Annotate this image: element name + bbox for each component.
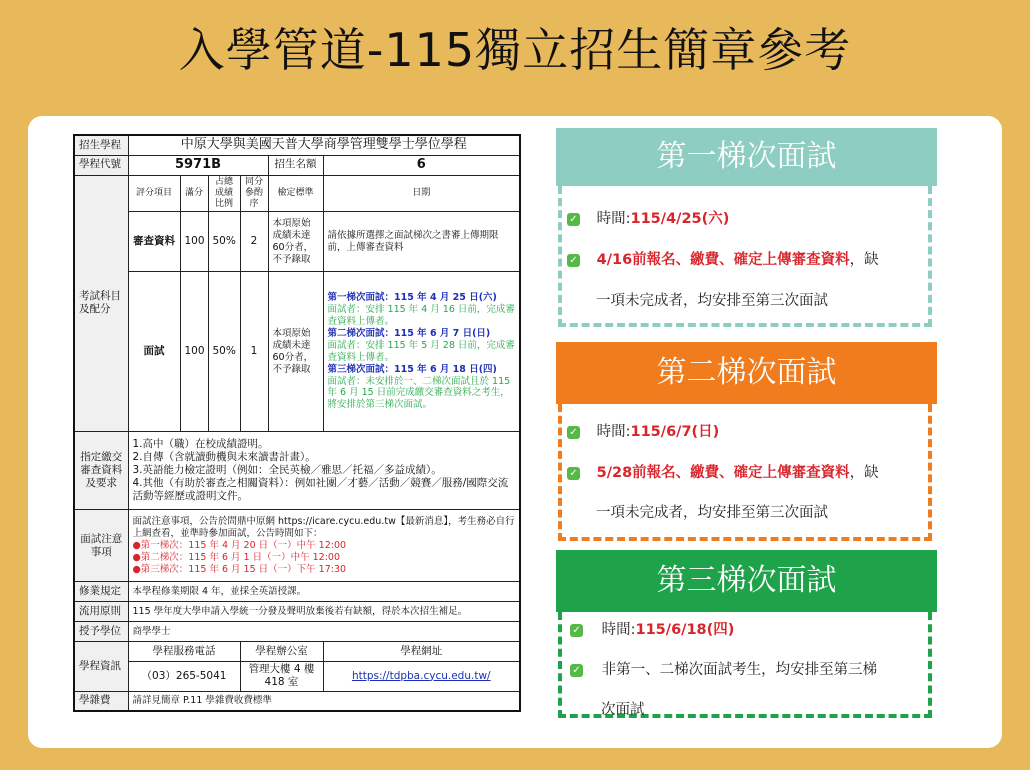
sched1-note: 面試者：安排 115 年 4 月 16 日前，完成審查資料上傳者。 xyxy=(327,304,515,328)
round2-time-label: 時間: xyxy=(596,424,631,440)
docs-item-3: 3.英語能力檢定證明（例如：全民英檢／雅思／托福／多益成績）。 xyxy=(132,464,442,477)
web-link[interactable]: https://tdpba.cycu.edu.tw/ xyxy=(323,662,520,691)
round2-req-row xyxy=(567,461,879,482)
col-full: 滿分 xyxy=(180,175,208,212)
check-icon: ✓ xyxy=(567,467,580,480)
fee-value: 請詳見簡章 P.11 學雜費收費標準 xyxy=(128,691,520,711)
interview-ratio: 50% xyxy=(208,272,240,432)
round1-req-row xyxy=(567,248,879,269)
admission-table xyxy=(73,134,521,712)
check-icon: ✓ xyxy=(570,624,583,637)
sched1-title: 第一梯次面試：115 年 4 月 25 日(六) xyxy=(327,292,497,304)
info-label: 學程資訊 xyxy=(74,642,128,691)
web-head: 學程網址 xyxy=(323,642,520,662)
notice-block xyxy=(128,510,520,582)
round3-time-label: 時間: xyxy=(601,622,636,638)
col-tie: 同分參酌序 xyxy=(240,175,268,212)
notice-item-3: ●第三梯次：115 年 6 月 15 日（一）下午 17:30 xyxy=(132,563,347,575)
exam-label: 考試科目及配分 xyxy=(74,175,128,432)
notice-text: 面試注意事項，公告於問鼎中原網 https://icare.cycu.edu.tw【最新消息】，考生務必自行上網查看，並準時參加面試，公告時間如下： xyxy=(132,516,515,539)
phone-head: 學程服務電話 xyxy=(128,642,240,662)
office-head: 學程辦公室 xyxy=(240,642,323,662)
round3-req-line1: 非第一、二梯次面試考生，均安排至第三梯 xyxy=(601,662,878,678)
interview-full: 100 xyxy=(180,272,208,432)
interview-item: 面試 xyxy=(128,272,180,432)
quota-label: 招生名額 xyxy=(268,155,323,175)
round2-req-line2: 一項未完成者，均安排至第三次面試 xyxy=(596,505,828,521)
round2-time-value: 115/6/7(日) xyxy=(630,424,720,440)
round3-req-line2: 次面試 xyxy=(601,702,645,718)
round3-header: 第三梯次面試 xyxy=(556,550,937,612)
check-icon: ✓ xyxy=(567,213,580,226)
docs-list xyxy=(128,432,520,510)
round1-req-line2: 一項未完成者，均安排至第三次面試 xyxy=(596,293,828,309)
round2-time-row xyxy=(567,420,719,441)
review-full: 100 xyxy=(180,212,208,272)
round2-req-red: 5/28前報名、繳費、確定上傳審查資料 xyxy=(596,465,850,481)
docs-item-4: 4.其他（有助於審查之相關資料）：例如社團／才藝／活動／競賽／服務/國際交流活動等經歷或證明文件。 xyxy=(132,477,509,503)
code-value: 5971B xyxy=(128,155,268,175)
notice-label: 面試注意事項 xyxy=(74,510,128,582)
round3-req-row xyxy=(570,658,877,679)
check-icon: ✓ xyxy=(570,664,583,677)
round1-req-red: 4/16前報名、繳費、確定上傳審查資料 xyxy=(596,252,850,268)
phone-value: （03）265-5041 xyxy=(128,662,240,691)
sched2-note: 面試者：安排 115 年 5 月 28 日前，完成審查資料上傳者。 xyxy=(327,339,515,363)
review-date: 請依據所選擇之面試梯次之書審上傳期限前，上傳審查資料 xyxy=(323,212,520,272)
review-tie: 2 xyxy=(240,212,268,272)
check-icon: ✓ xyxy=(567,426,580,439)
round1-header: 第一梯次面試 xyxy=(556,128,937,186)
col-date: 日期 xyxy=(323,175,520,212)
study-value: 本學程修業期限 4 年，並採全英語授課。 xyxy=(128,582,520,602)
check-icon: ✓ xyxy=(567,254,580,267)
school-value: 中原大學與美國天普大學商學管理雙學士學位學程 xyxy=(128,135,520,155)
round1-time-value: 115/4/25(六) xyxy=(630,211,730,227)
round2-req-tail: ，缺 xyxy=(849,465,879,481)
notice-item-1: ●第一梯次：115 年 4 月 20 日（一）中午 12:00 xyxy=(132,539,347,551)
study-label: 修業規定 xyxy=(74,582,128,602)
office-value: 管理大樓 4 樓 418 室 xyxy=(240,662,323,691)
col-ratio: 占總成績比例 xyxy=(208,175,240,212)
notice-item-2: ●第二梯次：115 年 6 月 1 日（一）中午 12:00 xyxy=(132,551,341,563)
school-label: 招生學程 xyxy=(74,135,128,155)
round1-time-label: 時間: xyxy=(596,211,631,227)
review-item: 審查資料 xyxy=(128,212,180,272)
degree-value: 商學學士 xyxy=(128,622,520,642)
round1-req-tail: ，缺 xyxy=(849,252,879,268)
fee-label: 學雜費 xyxy=(74,691,128,711)
quota-value: 6 xyxy=(323,155,520,175)
interview-schedule xyxy=(323,272,520,432)
review-standard: 本項原始成績未達60分者，不予錄取 xyxy=(268,212,323,272)
flow-label: 流用原則 xyxy=(74,602,128,622)
interview-tie: 1 xyxy=(240,272,268,432)
interview-standard: 本項原始成績未達60分者，不予錄取 xyxy=(268,272,323,432)
docs-item-1: 1.高中（職）在校成績證明。 xyxy=(132,437,269,450)
slide-title: 入學管道-115獨立招生簡章參考 xyxy=(178,23,852,77)
degree-label: 授予學位 xyxy=(74,622,128,642)
col-standard: 檢定標準 xyxy=(268,175,323,212)
round3-time-value: 115/6/18(四) xyxy=(635,622,735,638)
round1-time-row xyxy=(567,207,729,228)
flow-value: 115 學年度大學申請入學統一分發及聲明放棄後若有缺額，得於本次招生補足。 xyxy=(128,602,520,622)
round2-header: 第二梯次面試 xyxy=(556,342,937,404)
docs-label: 指定繳交審查資料及要求 xyxy=(74,432,128,510)
sched3-title: 第三梯次面試：115 年 6 月 18 日(四) xyxy=(327,363,497,375)
docs-item-2: 2.自傳（含就讀動機與未來讀書計畫）。 xyxy=(132,451,316,464)
code-label: 學程代號 xyxy=(74,155,128,175)
review-ratio: 50% xyxy=(208,212,240,272)
col-item: 評分項目 xyxy=(128,175,180,212)
sched2-title: 第二梯次面試：115 年 6 月 7 日(日) xyxy=(327,328,491,339)
sched3-note: 面試者：未安排於一、二梯次面試且於 115 年 6 月 15 日前完成繳交審查資料之考生，將安排於第三梯次面試。 xyxy=(327,375,511,411)
round3-time-row xyxy=(570,618,734,639)
